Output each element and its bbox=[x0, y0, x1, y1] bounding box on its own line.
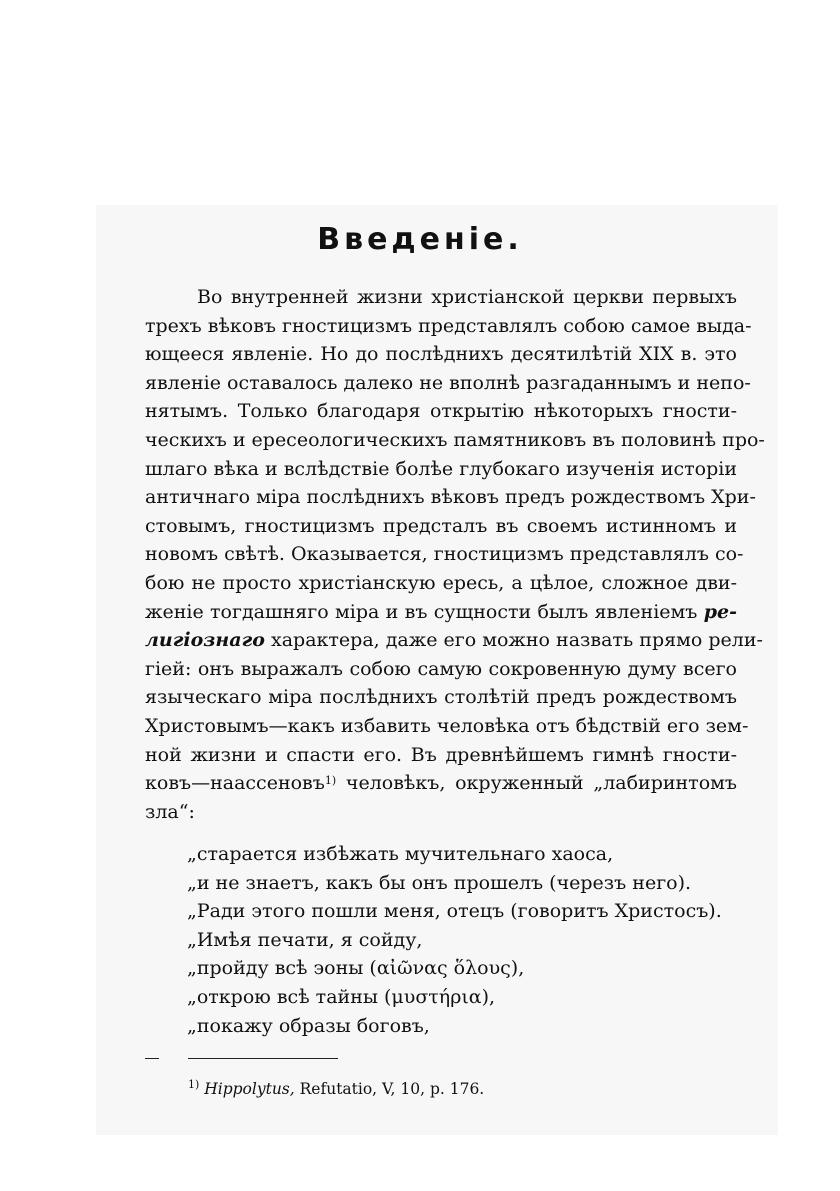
line-text: ковъ—наассеновъ bbox=[145, 772, 325, 795]
paragraph-line: зла“: bbox=[145, 800, 195, 823]
paragraph-line: Христовымъ—какъ избавить человѣка отъ бѣдствiй его зем- bbox=[145, 714, 749, 737]
paragraph-line: нятымъ. Только благодаря открытiю нѣкоторыхъ гности- bbox=[145, 400, 737, 423]
line-text: человѣкъ, окруженный „лабиринтомъ bbox=[336, 772, 737, 795]
footnote-marker: 1) bbox=[188, 1078, 200, 1091]
verse-line: „старается избѣжать мучительнаго хаоса, bbox=[187, 843, 614, 865]
paragraph-line: античнаго мiра послѣднихъ вѣковъ предъ рождествомъ Хри- bbox=[145, 486, 756, 509]
paragraph-line: шлаго вѣка и вслѣдствiе болѣе глубокаго изученiя исторiи bbox=[145, 457, 737, 480]
line-text: женiе тогдашняго мiра и въ сущности былъ явленiемъ bbox=[145, 600, 698, 623]
verse-line: „покажу образы боговъ, bbox=[187, 1014, 430, 1037]
paragraph-line: ющееся явленiе. Но до послѣднихъ десятилѣтiй XIX в. это bbox=[145, 343, 737, 366]
paragraph-line: языческаго мiра послѣднихъ столѣтiй предъ рождествомъ bbox=[145, 686, 737, 709]
paragraph-line: стовымъ, гностицизмъ предсталъ въ своемъ истинномъ и bbox=[145, 514, 737, 537]
footnote-reference: 1) bbox=[324, 774, 337, 788]
emphasis-text: ре- bbox=[703, 600, 737, 623]
footnote-divider bbox=[188, 1058, 338, 1059]
chapter-heading: Введенiе. bbox=[317, 222, 523, 257]
footnote-divider-dash bbox=[145, 1058, 159, 1059]
verse-line: „и не знаетъ, какъ бы онъ прошелъ (черезъ него). bbox=[187, 871, 692, 894]
paragraph-line: ной жизни и спасти его. Въ древнѣйшемъ гимнѣ гности- bbox=[145, 743, 737, 766]
paragraph-line: явленiе оставалось далеко не вполнѣ разгаданнымъ и непо- bbox=[145, 371, 751, 394]
paragraph-line: Во внутренней жизни христiанской церкви первыхъ bbox=[197, 286, 737, 308]
paragraph-line: ческихъ и ересеологическихъ памятниковъ въ половинѣ про- bbox=[145, 428, 765, 451]
paragraph-line: гiей: онъ выражалъ собою самую сокровенную думу всего bbox=[145, 657, 737, 680]
emphasis-text: лигiознаго bbox=[145, 629, 265, 652]
paragraph-line bbox=[145, 626, 763, 655]
verse-line: „Имѣя печати, я сойду, bbox=[187, 928, 423, 951]
footnote-citation: Refutatio, V, 10, p. 176. bbox=[294, 1080, 485, 1098]
paragraph-line bbox=[145, 769, 737, 798]
paragraph-line: бою не просто христiанскую ересь, а цѣлое, сложное дви- bbox=[145, 571, 737, 594]
hymn-quotation bbox=[187, 840, 747, 1040]
line-text: характера, даже его можно назвать прямо рели- bbox=[264, 629, 763, 652]
footnote-author: Hippolytus, bbox=[204, 1080, 295, 1098]
verse-line: „пройду всѣ эоны (αἰῶνας ὅλους), bbox=[187, 957, 525, 980]
verse-line: „Ради этого пошли меня, отецъ (говоритъ Христосъ). bbox=[187, 900, 722, 923]
paragraph-line: новомъ свѣтѣ. Оказывается, гностицизмъ представлялъ со- bbox=[145, 543, 744, 566]
footnote bbox=[188, 1080, 484, 1098]
paragraph-line: трехъ вѣковъ гностицизмъ представлялъ собою самое выда- bbox=[145, 314, 752, 337]
verse-line: „открою всѣ тайны (μυστήρια), bbox=[187, 985, 496, 1008]
paragraph-line bbox=[145, 598, 737, 627]
main-paragraph bbox=[145, 283, 765, 826]
